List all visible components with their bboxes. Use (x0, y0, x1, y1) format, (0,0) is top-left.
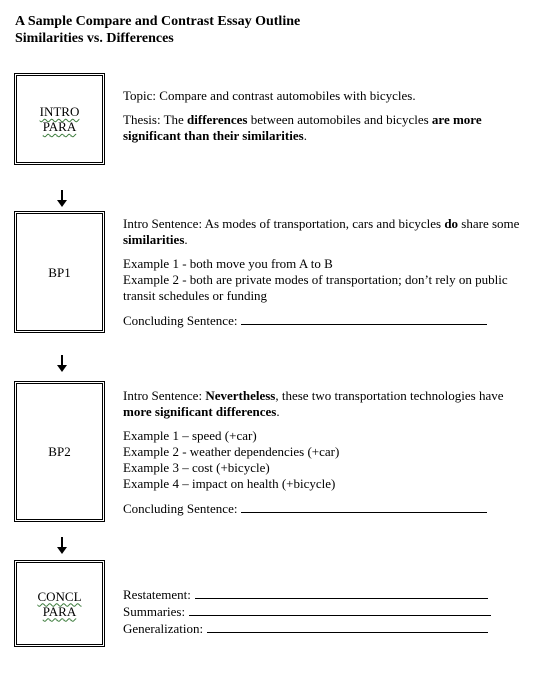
generalization-blank (207, 620, 488, 633)
document-subtitle: Similarities vs. Differences (15, 31, 174, 46)
concl-text (123, 586, 528, 637)
down-arrow-icon (57, 355, 67, 373)
bp2-box (14, 381, 105, 522)
bp2-intro-sentence: Intro Sentence: Nevertheless, these two transportation technologies have more significant differences. (123, 388, 504, 419)
bp1-text (123, 216, 528, 329)
generalization-row (123, 620, 528, 637)
bp1-box-label: BP1 (48, 264, 71, 280)
document-title-block (15, 13, 300, 47)
bp1-concluding-blank (241, 312, 487, 325)
bp1-concluding-row (123, 312, 528, 329)
bp2-box-label: BP2 (48, 444, 71, 459)
concl-box-label-line2: PARA (42, 603, 77, 619)
bp2-example-3: Example 3 – cost (+bicycle) (123, 460, 270, 475)
down-arrow-icon (57, 190, 67, 208)
bp2-example-1: Example 1 – speed (+car) (123, 428, 257, 443)
bp2-text (123, 388, 528, 517)
summaries-blank (189, 603, 491, 616)
bp2-concluding-label: Concluding Sentence: (123, 501, 238, 516)
bp2-concluding-blank (241, 500, 487, 513)
down-arrow-icon (57, 537, 67, 555)
summaries-label: Summaries: (123, 604, 186, 619)
intro-box-label-line2: PARA (42, 119, 77, 134)
bp2-concluding-row (123, 500, 528, 517)
restatement-label: Restatement: (123, 587, 191, 602)
intro-box-label-line1: INTRO (39, 104, 80, 119)
restatement-row (123, 586, 528, 603)
bp1-example-2: Example 2 - both are private modes of transportation; don’t rely on public transit schedules or funding (123, 272, 508, 303)
generalization-label: Generalization: (123, 621, 204, 636)
thesis-line: Thesis: The differences between automobiles and bicycles are more significant than their similarities. (123, 112, 482, 143)
concl-para-box (14, 560, 105, 647)
bp1-box (14, 211, 105, 333)
intro-text (123, 88, 528, 144)
bp1-concluding-label: Concluding Sentence: (123, 313, 238, 328)
summaries-row (123, 603, 528, 620)
concl-box-label-line1: CONCL (37, 588, 82, 604)
bp2-example-4: Example 4 – impact on health (+bicycle) (123, 476, 336, 491)
bp1-example-1: Example 1 - both move you from A to B (123, 256, 333, 271)
restatement-blank (195, 586, 488, 599)
bp1-intro-sentence: Intro Sentence: As modes of transportation, cars and bicycles do share some similarities. (123, 216, 520, 247)
bp2-example-2: Example 2 - weather dependencies (+car) (123, 444, 340, 459)
intro-para-box (14, 73, 105, 165)
topic-line: Topic: Compare and contrast automobiles with bicycles. (123, 88, 416, 103)
document-title: A Sample Compare and Contrast Essay Outline (15, 14, 301, 29)
